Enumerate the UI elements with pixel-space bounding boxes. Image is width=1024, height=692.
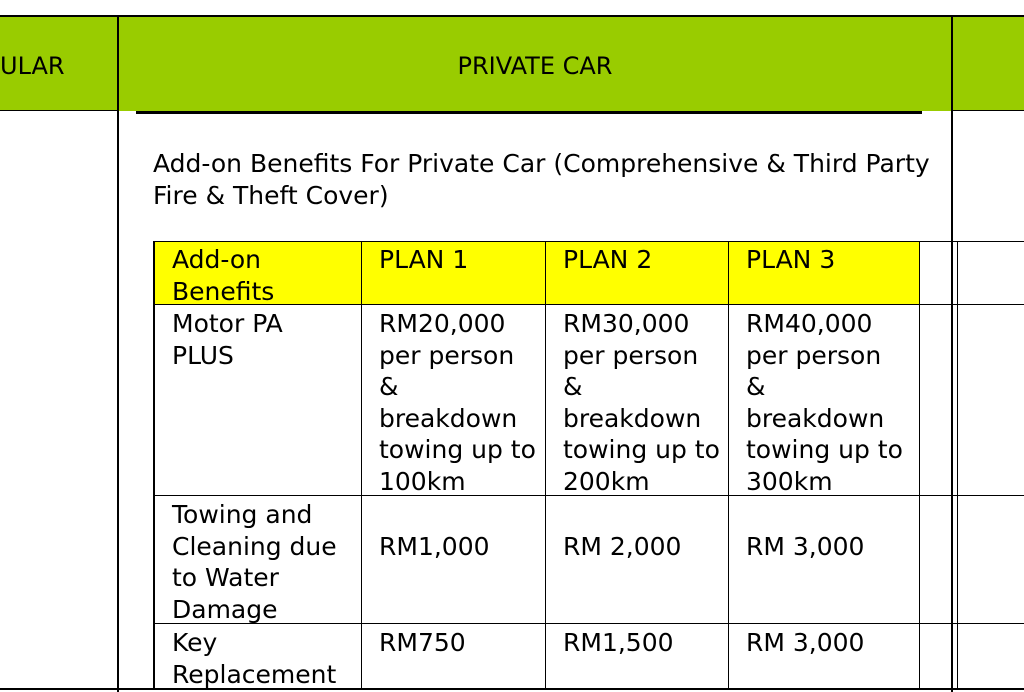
benefits-table-col-divider-3 — [728, 241, 729, 690]
row-motor-pa-plus-plan-1: RM20,000 per person & breakdown towing up to 100km — [379, 309, 536, 496]
row-key-replacement-plan-3: RM 3,000 — [746, 628, 865, 657]
outer-header-bottom-border-right — [952, 110, 1024, 111]
row-key-replacement-plan-2: RM1,500 — [563, 628, 674, 657]
outer-col-divider-left — [117, 15, 119, 692]
row-motor-pa-plus-plan-2: RM30,000 per person & breakdown towing up to 200km — [563, 309, 720, 496]
section-title: Add-on Benefits For Private Car (Comprehensive & Third Party Fire & Theft Cover) — [153, 149, 930, 210]
outer-top-border — [0, 15, 1024, 17]
benefits-table-col-divider-1 — [361, 241, 362, 690]
row-towing-cleaning-plan-1: RM1,000 — [379, 532, 490, 561]
column-header-particular: ULAR — [0, 52, 65, 80]
row-towing-cleaning-benefit: Towing and Cleaning due to Water Damage — [172, 500, 337, 624]
benefits-table-col-divider-4 — [919, 241, 920, 690]
benefits-table-top-border — [153, 241, 1024, 242]
row-key-replacement-benefit: Key Replacement — [172, 628, 337, 689]
row-motor-pa-plus-plan-3: RM40,000 per person & breakdown towing up to 300km — [746, 309, 903, 496]
row-key-replacement-plan-1: RM750 — [379, 628, 466, 657]
table-header-plan-3: PLAN 3 — [746, 245, 836, 274]
column-header-private-car: PRIVATE CAR — [457, 52, 613, 80]
table-header-plan-1: PLAN 1 — [379, 245, 469, 274]
section-separator — [136, 111, 922, 114]
row-motor-pa-plus-benefit: Motor PA PLUS — [172, 309, 283, 370]
outer-col-divider-right — [951, 15, 953, 692]
row-towing-cleaning-plan-2: RM 2,000 — [563, 532, 682, 561]
outer-header-bottom-border — [0, 110, 118, 111]
table-header-add-on-benefits: Add-on Benefits — [172, 245, 275, 306]
benefits-table-col-divider-2 — [545, 241, 546, 690]
table-header-plan-2: PLAN 2 — [563, 245, 653, 274]
benefits-table-col-divider-5 — [957, 241, 958, 690]
row-towing-cleaning-plan-3: RM 3,000 — [746, 532, 865, 561]
benefits-table-left-border — [153, 241, 155, 690]
